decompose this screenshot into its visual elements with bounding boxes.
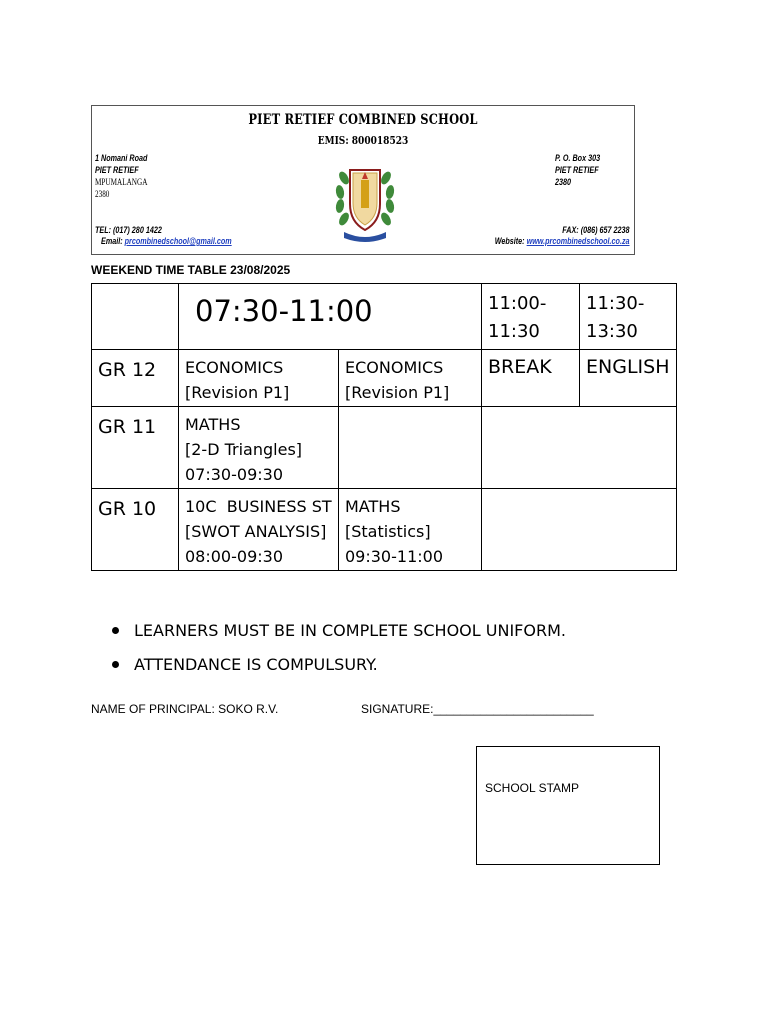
note-text: ATTENDANCE IS COMPULSURY. xyxy=(134,655,378,674)
school-stamp-box xyxy=(476,746,660,865)
bullet-icon xyxy=(112,627,119,634)
time-slot-header: 11:30-13:30 xyxy=(580,284,677,350)
grade-label: GR 11 xyxy=(92,407,179,489)
list-item xyxy=(110,652,566,686)
corner-cell xyxy=(92,284,179,350)
bullet-icon xyxy=(112,661,119,668)
subject-time: 07:30-09:30 xyxy=(185,465,283,484)
postal-address xyxy=(555,152,600,188)
notes-list xyxy=(110,618,566,686)
po-line: P. O. Box 303 xyxy=(555,153,601,163)
address-line: 2380 xyxy=(95,189,110,199)
school-letterhead xyxy=(91,105,635,255)
subject-name: 10C BUSINESS ST xyxy=(185,497,332,516)
po-line: 2380 xyxy=(555,177,572,187)
principal-name: NAME OF PRINCIPAL: SOKO R.V. xyxy=(91,702,279,716)
telephone: TEL: (017) 280 1422 xyxy=(95,225,162,235)
table-row xyxy=(92,489,677,571)
address-line: MPUMALANGA xyxy=(95,177,148,187)
weekend-timetable xyxy=(91,283,677,571)
subject-topic: [2-D Triangles] xyxy=(185,440,303,459)
subject-name: MATHS xyxy=(345,497,401,516)
subject-topic: [SWOT ANALYSIS] xyxy=(185,522,327,541)
time-slot-header: 11:00-11:30 xyxy=(482,284,580,350)
emis-number: EMIS: 800018523 xyxy=(317,134,409,147)
email-label: Email: xyxy=(101,236,123,246)
empty-cell xyxy=(482,489,677,571)
subject-topic: [Revision P1] xyxy=(345,383,450,402)
subject-cell xyxy=(179,489,339,571)
po-line: PIET RETIEF xyxy=(555,165,599,175)
subject-cell xyxy=(179,350,339,407)
subject-name: MATHS xyxy=(185,415,241,434)
grade-label: GR 12 xyxy=(92,350,179,407)
table-row xyxy=(92,350,677,407)
address-line: 1 Nomani Road xyxy=(95,153,148,163)
website-link[interactable]: www.prcombinedschool.co.za xyxy=(527,236,630,246)
timetable-heading: WEEKEND TIME TABLE 23/08/2025 xyxy=(91,263,291,277)
website-label: Website: xyxy=(495,236,526,246)
note-text: LEARNERS MUST BE IN COMPLETE SCHOOL UNIFORM. xyxy=(134,621,566,640)
contact-right xyxy=(495,225,630,247)
table-row xyxy=(92,284,677,350)
street-address xyxy=(95,152,147,200)
list-item xyxy=(110,618,566,652)
signature-line: SIGNATURE:________________________ xyxy=(361,702,594,716)
subject-name: ECONOMICS xyxy=(345,358,444,377)
contact-left xyxy=(95,225,232,247)
table-row xyxy=(92,407,677,489)
subject-time: 08:00-09:30 xyxy=(185,547,283,566)
address-line: PIET RETIEF xyxy=(95,165,139,175)
grade-label: GR 10 xyxy=(92,489,179,571)
empty-cell xyxy=(482,407,677,489)
subject-cell xyxy=(339,350,482,407)
break-cell: BREAK xyxy=(482,350,580,407)
empty-cell xyxy=(339,407,482,489)
subject-cell xyxy=(179,407,339,489)
time-slot-header: 07:30-11:00 xyxy=(179,284,482,350)
school-crest-icon xyxy=(334,156,396,246)
stamp-label: SCHOOL STAMP xyxy=(485,781,580,795)
subject-cell xyxy=(339,489,482,571)
subject-topic: [Statistics] xyxy=(345,522,431,541)
subject-topic: [Revision P1] xyxy=(185,383,290,402)
email-link[interactable]: prcombinedschool@gmail.com xyxy=(124,236,232,246)
subject-time: 09:30-11:00 xyxy=(345,547,443,566)
subject-name: ECONOMICS xyxy=(185,358,284,377)
school-name: PIET RETIEF COMBINED SCHOOL xyxy=(248,112,478,128)
subject-cell: ENGLISH xyxy=(580,350,677,407)
fax: FAX: (086) 657 2238 xyxy=(562,225,630,235)
